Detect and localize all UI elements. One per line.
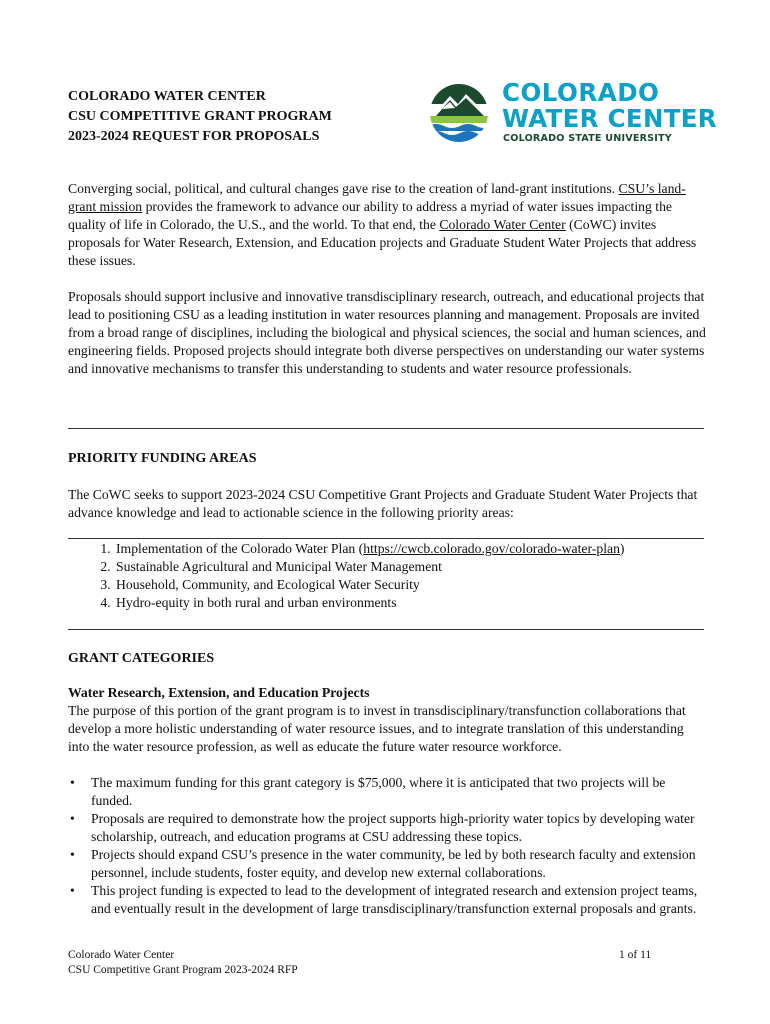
priority-item: 3. Household, Community, and Ecological Water Security (114, 576, 714, 594)
priority-intro: The CoWC seeks to support 2023-2024 CSU Competitive Grant Projects and Graduate Student Water Projects that advance knowledge and lead to actionable science in the following priority areas: (68, 487, 698, 520)
water-plan-link[interactable]: https://cwcb.colorado.gov/colorado-water-plan (363, 541, 620, 556)
priority-item: 4. Hydro-equity in both rural and urban environments (114, 594, 714, 612)
list-item: • This project funding is expected to lead to the development of integrated research and extension project teams, and eventually result in the development of large transdisciplinary/transfunction external proposals and grants. (70, 883, 698, 916)
bullet-icon: • (70, 811, 75, 826)
list-item: • The maximum funding for this grant category is $75,000, where it is anticipated that two projects will be funded. (70, 775, 666, 808)
grant-bullet-list (68, 774, 708, 918)
bullet-icon: • (70, 775, 75, 790)
intro-text-a: Converging social, political, and cultural changes gave rise to the creation of land-grant institutions. (68, 181, 619, 196)
footer-line-1: Colorado Water Center (68, 949, 175, 961)
csu-land-grant-mission-link[interactable]: CSU’s land-grant mission (68, 181, 686, 214)
mountain-water-emblem-icon (428, 82, 490, 144)
document-title (68, 87, 332, 147)
intro-paragraph-2: Proposals should support inclusive and innovative transdisciplinary research, outreach, and educational projects that lead to positioning CSU as a leading institution in water resources planning and management. Proposals are invited from a broad range of disciplines, including the biological and physical sciences, the social and human sciences, and engineering fields. Proposed projects should integrate both diverse perspectives on understanding our water systems and innovative mechanisms to transfer this understanding to students and water resource professionals. (68, 289, 706, 376)
logo-wordmark-colorado: COLORADO (502, 78, 660, 107)
logo-csu-tagline: COLORADO STATE UNIVERSITY (503, 133, 672, 144)
priority-heading: PRIORITY FUNDING AREAS (68, 451, 257, 466)
list-item: • Projects should expand CSU’s presence in the water community, be led by both research faculty and extension personnel, include students, foster equity, and develop new external collaborations. (70, 847, 696, 880)
title-line-2: CSU COMPETITIVE GRANT PROGRAM (68, 109, 332, 124)
divider (68, 629, 704, 630)
grant-intro-paragraph: The purpose of this portion of the grant program is to invest in transdisciplinary/transfunction collaborations that develop a more holistic understanding of water resource issues, and to integrate translation of this understanding into the water resource profession, as well as educate the future water resource workforce. (68, 703, 686, 754)
footer-line-2: CSU Competitive Grant Program 2023-2024 RFP (68, 964, 298, 976)
bullet-icon: • (70, 883, 75, 898)
logo-wordmark-water-center: WATER CENTER (502, 104, 717, 133)
colorado-water-center-logo (428, 78, 717, 146)
grant-subheading: Water Research, Extension, and Education Projects (68, 685, 370, 700)
priority-item: 2. Sustainable Agricultural and Municipal Water Management (114, 558, 714, 576)
title-line-3: 2023-2024 REQUEST FOR PROPOSALS (68, 129, 320, 144)
page-footer (68, 948, 298, 978)
intro-text-c: (CoWC) invites proposals for Water Research, Extension, and Education projects and Graduate Student Water Projects that address these issues. (68, 217, 697, 268)
intro-text-b: provides the framework to advance our ability to address a myriad of water issues impacting the quality of life in Colorado, the U.S., and the world. To that end, the (68, 199, 672, 232)
grant-categories-heading: GRANT CATEGORIES (68, 651, 215, 666)
bullet-icon: • (70, 847, 75, 862)
page-number: 1 of 11 (619, 949, 652, 961)
divider (68, 428, 704, 429)
title-line-1: COLORADO WATER CENTER (68, 89, 266, 104)
list-item: • Proposals are required to demonstrate how the project supports high-priority water topics by developing water scholarship, outreach, and education programs at CSU addressing these topics. (70, 811, 695, 844)
divider (68, 538, 704, 539)
priority-list (68, 540, 714, 612)
priority-item: 1. Implementation of the Colorado Water Plan (https://cwcb.colorado.gov/colorado-water-plan) (114, 540, 714, 558)
colorado-water-center-link[interactable]: Colorado Water Center (439, 217, 566, 232)
header (68, 78, 717, 156)
intro-paragraph-1 (68, 180, 708, 270)
